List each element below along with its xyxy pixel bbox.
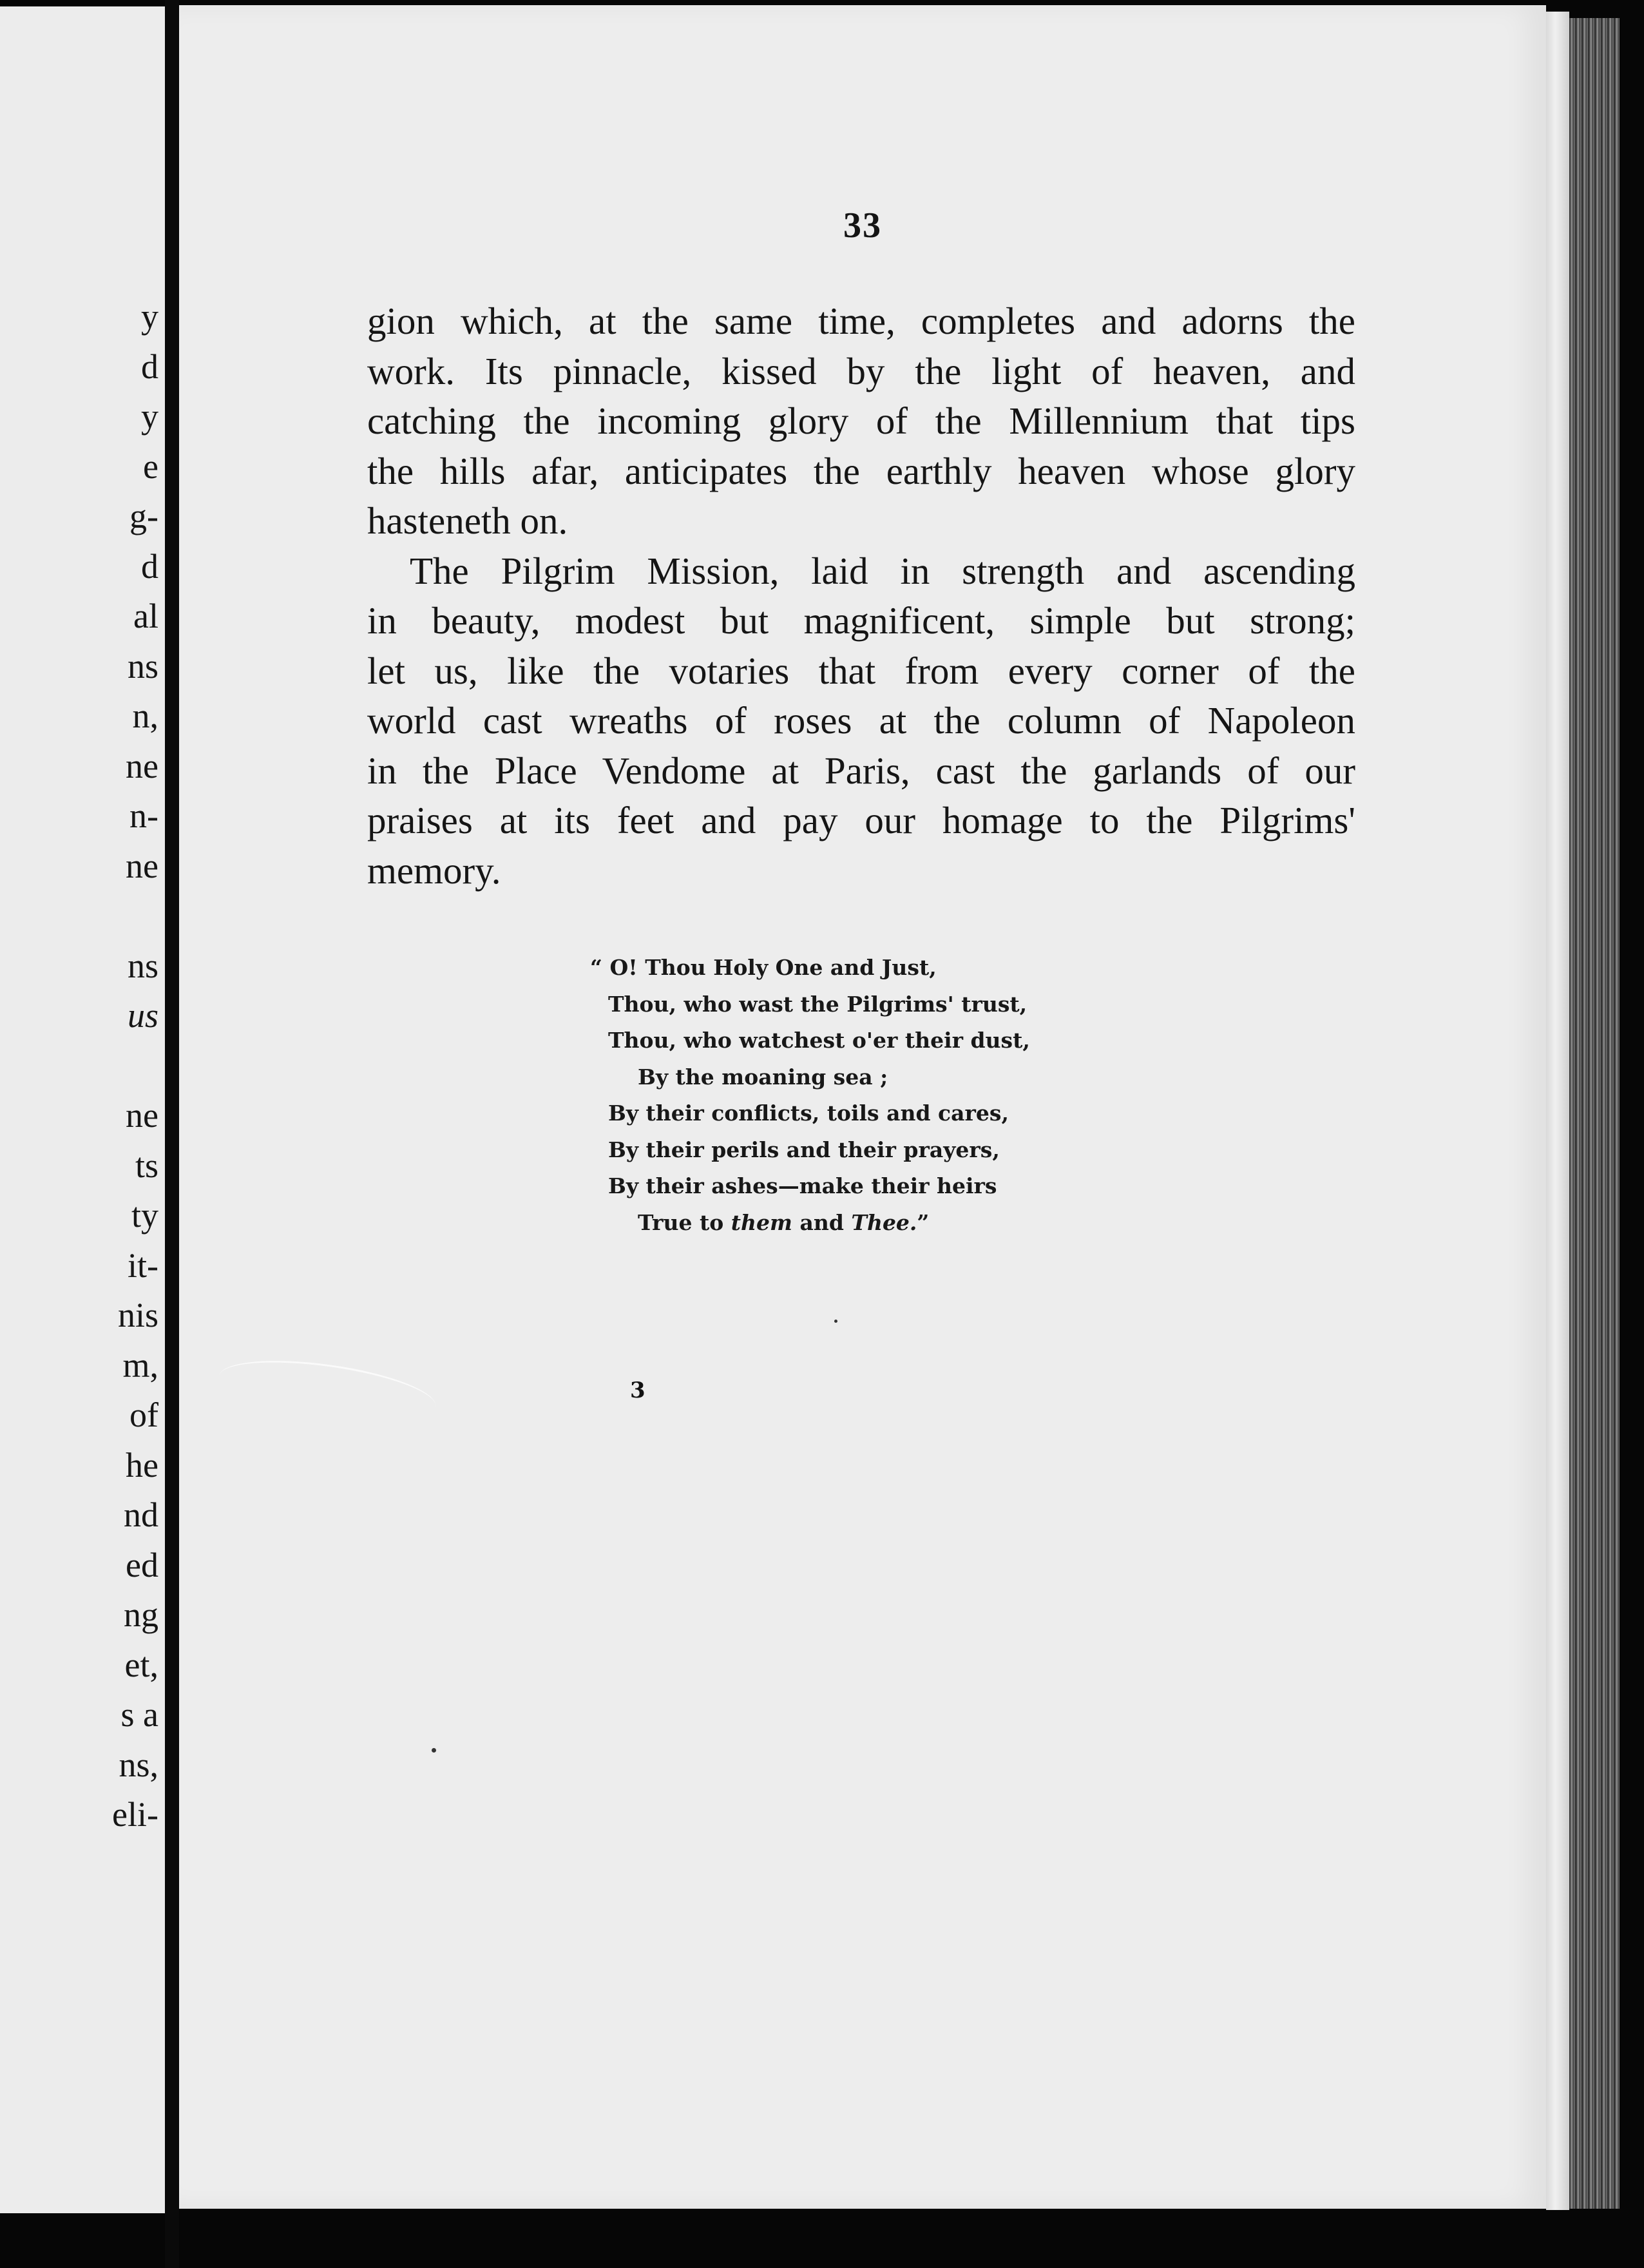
left-page-fragment: ns <box>127 646 158 686</box>
left-page-fragment: m, <box>122 1345 158 1385</box>
poem-text: and <box>799 1209 844 1235</box>
left-page-fragment: al <box>133 597 158 635</box>
text-line: in beauty, modest but magnificent, simple but strong; <box>367 599 1355 642</box>
text-line: gion which, at the same time, completes and adorns the <box>367 300 1355 342</box>
left-page-fragment: ty <box>131 1196 158 1235</box>
left-page-fragment: eli- <box>112 1795 158 1834</box>
paper-speck <box>432 1748 436 1753</box>
page-edge <box>1546 12 1569 2210</box>
left-page-fragment: y <box>141 297 158 336</box>
text-line: the hills afar, anticipates the earthly heaven whose glory <box>367 449 1355 492</box>
poem-emphasis: Thee. <box>851 1209 917 1235</box>
left-page-fragment: nd <box>124 1495 158 1534</box>
left-page-fragment: ne <box>126 846 158 885</box>
left-page-fragment: s a <box>120 1695 158 1734</box>
left-facing-page <box>0 6 165 2213</box>
body-text <box>367 296 1355 896</box>
paragraph-2 <box>367 546 1355 896</box>
poem-line: Thou, who wast the Pilgrims' trust, <box>608 991 1028 1017</box>
text-line: world cast wreaths of roses at the column of Napoleon <box>367 699 1355 742</box>
poem-quotation <box>590 950 1098 1241</box>
left-page-fragment: it- <box>128 1245 158 1285</box>
left-page-fragment: n, <box>132 697 158 735</box>
poem-line: “ O! Thou Holy One and Just, <box>590 955 937 980</box>
left-page-fragment: us <box>127 996 158 1035</box>
page-stack-edges <box>1569 18 1620 2209</box>
left-page-fragment: nis <box>117 1296 158 1334</box>
poem-line <box>608 1205 1098 1242</box>
poem-line: Thou, who watchest o'er their dust, <box>608 1028 1030 1053</box>
poem-emphasis: them <box>731 1209 792 1235</box>
poem-line: By their ashes—make their heirs <box>608 1173 997 1198</box>
text-line: The Pilgrim Mission, laid in strength and ascending <box>410 549 1355 592</box>
text-line: work. Its pinnacle, kissed by the light of heaven, and <box>367 349 1355 392</box>
paragraph-1 <box>367 296 1355 546</box>
text-line: memory. <box>367 849 501 892</box>
text-line: in the Place Vendome at Paris, cast the garlands of our <box>367 749 1355 792</box>
paper-speck <box>834 1320 837 1323</box>
poem-line: By their perils and their prayers, <box>608 1137 1000 1162</box>
poem-line: By their conflicts, toils and cares, <box>608 1100 1009 1126</box>
text-line: catching the incoming glory of the Millennium that tips <box>367 399 1355 442</box>
left-page-fragment: d <box>141 347 158 386</box>
left-page-fragment: ed <box>126 1545 158 1584</box>
left-page-fragment: ng <box>124 1595 158 1634</box>
left-page-fragment: et, <box>124 1645 158 1684</box>
text-line: hasteneth on. <box>367 499 568 542</box>
poem-close-quote: ” <box>917 1209 930 1235</box>
left-page-fragment: e <box>143 447 158 486</box>
left-page-fragment: of <box>129 1396 158 1434</box>
left-page-fragment: he <box>126 1445 158 1485</box>
left-page-fragment: ne <box>126 1096 158 1135</box>
text-line: praises at its feet and pay our homage to the Pilgrims' <box>367 799 1355 841</box>
left-page-fragment: y <box>141 397 158 436</box>
poem-line: By the moaning sea ; <box>638 1064 888 1090</box>
page-number: 33 <box>843 206 882 245</box>
left-page-fragment: g- <box>129 497 158 535</box>
printer-signature-mark: 3 <box>630 1378 645 1403</box>
book-gutter <box>165 0 179 2268</box>
book-page <box>179 5 1546 2209</box>
text-line: let us, like the votaries that from every corner of the <box>367 649 1355 692</box>
left-page-fragment: ne <box>126 746 158 785</box>
left-page-fragment: ns, <box>119 1745 158 1784</box>
paper-stain <box>215 1350 439 1434</box>
poem-text: True to <box>638 1209 724 1235</box>
left-page-fragment: ns <box>127 946 158 985</box>
left-page-fragment: ts <box>135 1146 158 1185</box>
left-page-fragment: d <box>141 546 158 586</box>
left-page-fragment: n- <box>129 796 158 835</box>
